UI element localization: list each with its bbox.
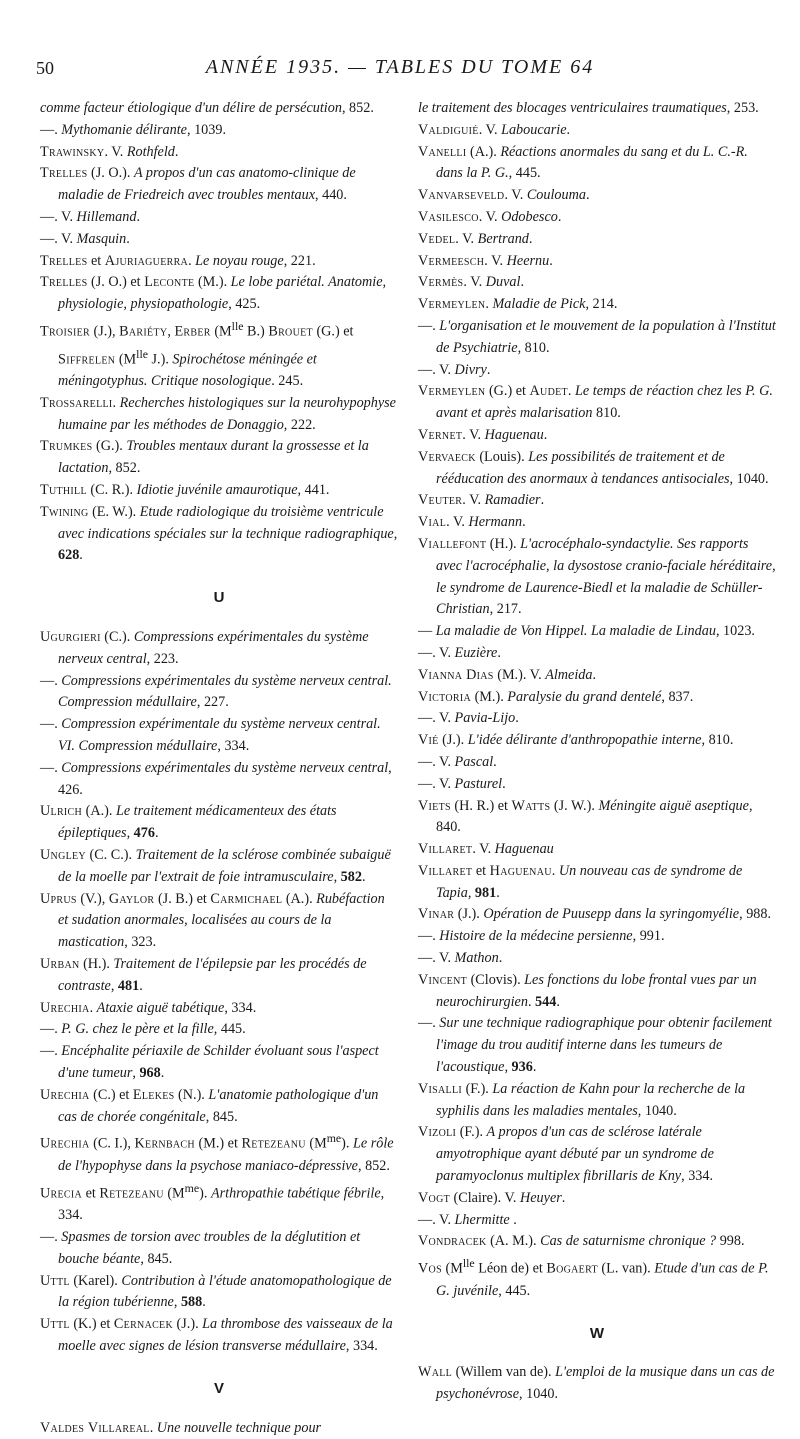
index-entry: Urechia (C.) et Elekes (N.). L'anatomie pathologique d'un cas de chorée congénitale, 845. <box>40 1086 379 1125</box>
index-entry: Trumkes (G.). Troubles mentaux durant la grossesse et la lactation, 852. <box>40 438 369 477</box>
section-heading-w: W <box>589 1324 605 1342</box>
index-column-left <box>40 98 398 1439</box>
index-entry: Uttl (Karel). Contribution à l'étude anatomopathologique de la région tubérienne, 588. <box>40 1272 392 1311</box>
index-entry: Villaret et Haguenau. Un nouveau cas de syndrome de Tapia, 981. <box>418 862 743 901</box>
index-entry: —. Compressions expérimentales du système nerveux central. Compression médullaire, 227. <box>40 672 392 711</box>
index-entry: Urecia et Retezeanu $(M^{me})$. Arthropathie tabétique fébrile, 334. <box>40 1180 385 1224</box>
index-entry: —. V. Pavia-Lijo. <box>418 710 519 727</box>
index-entry: Vernet. V. Haguenau. <box>418 426 548 443</box>
page-number: 50 <box>36 58 54 78</box>
index-entry: Tuthill (C. R.). Idiotie juvénile amaurotique, 441. <box>40 482 330 499</box>
index-entry: Viets (H. R.) et Watts (J. W.). Méningite aiguë aseptique, 840. <box>418 797 753 836</box>
index-entry: —. Encéphalite périaxile de Schilder évoluant sous l'aspect d'une tumeur, 968. <box>40 1043 379 1081</box>
index-column-right <box>418 98 776 1406</box>
index-entry: —. P. G. chez le père et la fille, 445. <box>40 1021 246 1038</box>
index-entry: Vinar (J.). Opération de Puusepp dans la syringomyélie, 988. <box>418 906 772 923</box>
index-entry: —. Mythomanie délirante, 1039. <box>40 121 226 138</box>
index-entry: Vizoli (F.). A propos d'un cas de sclérose latérale amyotrophique ayant débuté par un syndrome de paramyoclonus multiplex fibrillaris de Kny, 334. <box>418 1124 714 1185</box>
index-entry: Valdes Villareal. Une nouvelle technique pour <box>40 1419 322 1436</box>
index-entry: Vogt (Claire). V. Heuyer. <box>418 1189 566 1206</box>
index-entry: —. L'organisation et le mouvement de la population à l'Institut de Psychiatrie, 810. <box>418 317 776 356</box>
index-entry: —. Sur une technique radiographique pour obtenir facilement l'image du trou auditif interne dans les tumeurs de l'acoustique, 936. <box>418 1015 772 1076</box>
index-entry: Urban (H.). Traitement de l'épilepsie par les procédés de contraste, 481. <box>40 955 367 994</box>
index-entry: Vondracek (A. M.). Cas de saturnisme chronique ? 998. <box>418 1233 745 1250</box>
index-entry: Vervaeck (Louis). Les possibilités de traitement et de rééducation des anormaux à tendances antisociales, 1040. <box>418 448 769 487</box>
index-entry: Vincent (Clovis). Les fonctions du lobe frontal vues par un neurochirurgien. 544. <box>418 971 757 1010</box>
index-entry: Uprus (V.), Gaylor (J. B.) et Carmichael (A.). Rubéfaction et sudation anormales, localisées au cours de la mastication, 323. <box>40 890 385 951</box>
index-entry: —. V. Pascal. <box>418 753 497 770</box>
index-entry: Ulrich (A.). Le traitement médicamenteux des états épileptiques, 476. <box>40 803 337 842</box>
index-entry: —. Compression expérimentale du système nerveux central. VI. Compression médullaire, 334. <box>40 716 381 754</box>
index-entry: —. V. Euzière. <box>418 644 501 661</box>
index-entry: Trelles (J. O.) et Leconte (M.). Le lobe pariétal. Anatomie, physiologie, physiopathologie, 425. <box>40 274 387 313</box>
running-title: ANNÉE 1935. — TABLES DU TOME 64 <box>205 56 595 78</box>
index-entry: Urechia. Ataxie aiguë tabétique, 334. <box>40 999 257 1016</box>
index-entry: Trelles (J. O.). A propos d'un cas anatomo-clinique de maladie de Friedreich avec troubles mentaux, 440. <box>40 165 356 204</box>
index-entry: —. V. Lhermitte . <box>418 1211 517 1228</box>
index-entry: Vedel. V. Bertrand. <box>418 230 533 247</box>
index-entry: —. V. Divry. <box>418 361 491 378</box>
index-entry: —. V. Masquin. <box>40 230 130 247</box>
index-entry: Vermeylen (G.) et Audet. Le temps de réaction chez les P. G. avant et après malarisation 810. <box>418 383 773 422</box>
section-heading-v: V <box>213 1379 224 1397</box>
index-entry: Vos ($M^{lle}$ Léon de) et Bogaert (L. van). Etude d'un cas de P. G. juvénile, 445. <box>418 1256 769 1299</box>
index-entry: Vanvarseveld. V. Coulouma. <box>418 187 590 204</box>
section-heading-u: U <box>213 589 225 607</box>
index-entry: Wall (Willem van de). L'emploi de la musique dans un cas de psychonévrose, 1040. <box>418 1364 775 1403</box>
index-entry: —. Spasmes de torsion avec troubles de la déglutition et bouche béante, 845. <box>40 1228 361 1267</box>
index-entry: Vermès. V. Duval. <box>418 274 524 291</box>
index-entry: Viallefont (H.). L'acrocéphalo-syndactylie. Ses rapports avec l'acrocéphalie, la dysostose cranio-faciale héréditaire, le syndrome de Laurence-Biedl et la maladie de Schüller-Christian, 217. <box>418 535 776 618</box>
index-entry: Trossarelli. Recherches histologiques sur la neurohypophyse humaine par les méthodes de Donaggio, 222. <box>40 394 396 433</box>
index-entry: Uttl (K.) et Cernacek (J.). La thrombose des vaisseaux de la moelle avec signes de lésion transverse médullaire, 334. <box>40 1316 393 1354</box>
index-entry: —. Compressions expérimentales du système nerveux central, 426. <box>40 759 392 798</box>
index-entry: —. Histoire de la médecine persienne, 991. <box>418 928 665 945</box>
index-entry: Vermeylen. Maladie de Pick, 214. <box>418 296 618 313</box>
index-entry: Vasilesco. V. Odobesco. <box>418 208 562 225</box>
index-entry: Veuter. V. Ramadier. <box>418 492 545 509</box>
index-entry: le traitement des blocages ventriculaires traumatiques, 253. <box>418 100 759 116</box>
index-entry: Valdiguié. V. Laboucarie. <box>418 121 571 138</box>
index-entry: Urechia (C. I.), Kernbach (M.) et Retezeanu $(M^{me})$. Le rôle de l'hypophyse dans la psychose maniaco-dépressive, 852. <box>40 1131 394 1174</box>
index-entry: Vial. V. Hermann. <box>418 514 526 531</box>
page-header <box>36 50 764 80</box>
index-entry: —. V. Pasturel. <box>418 775 506 792</box>
index-entry: Victoria (M.). Paralysie du grand dentelé, 837. <box>418 688 694 705</box>
index-entry: Visalli (F.). La réaction de Kahn pour la recherche de la syphilis dans les maladies mentales, 1040. <box>418 1080 746 1119</box>
index-entry: —. V. Hillemand. <box>40 208 140 225</box>
index-entry: — La maladie de Von Hippel. La maladie de Lindau, 1023. <box>418 623 755 640</box>
index-entry: Trelles et Ajuriaguerra. Le noyau rouge, 221. <box>40 252 316 269</box>
index-entry: Ungley (C. C.). Traitement de la sclérose combinée subaiguë de la moelle par l'extrait de foie intramusculaire, 582. <box>40 846 391 885</box>
index-entry: Ugurgieri (C.). Compressions expérimentales du système nerveux central, 223. <box>40 629 369 667</box>
index-entry: Villaret. V. Haguenau <box>418 841 554 858</box>
index-entry: Vermeesch. V. Heernu. <box>418 252 553 269</box>
index-entry: comme facteur étiologique d'un délire de persécution, 852. <box>40 100 374 116</box>
index-entry: Trawinsky. V. Rothfeld. <box>40 143 179 160</box>
index-entry: Vié (J.). L'idée délirante d'anthropopathie interne, 810. <box>418 732 734 749</box>
index-entry: Vanelli (A.). Réactions anormales du sang et du L. C.-R. dans la P. G., 445. <box>418 143 748 182</box>
index-entry: Vianna Dias (M.). V. Almeida. <box>418 666 597 683</box>
index-entry: Troisier (J.), Bariéty, Erber ($M^{lle}$ B.) Brouet (G.) et Siffrelen ($M^{lle}$ J.). Spirochétose méningée et méningotyphus. Critique nosologique. 245. <box>40 318 354 390</box>
index-entry: Twining (E. W.). Etude radiologique du troisième ventricule avec indications spéciales sur la technique radiographique, 628. <box>40 503 398 564</box>
index-entry: —. V. Mathon. <box>418 950 503 967</box>
